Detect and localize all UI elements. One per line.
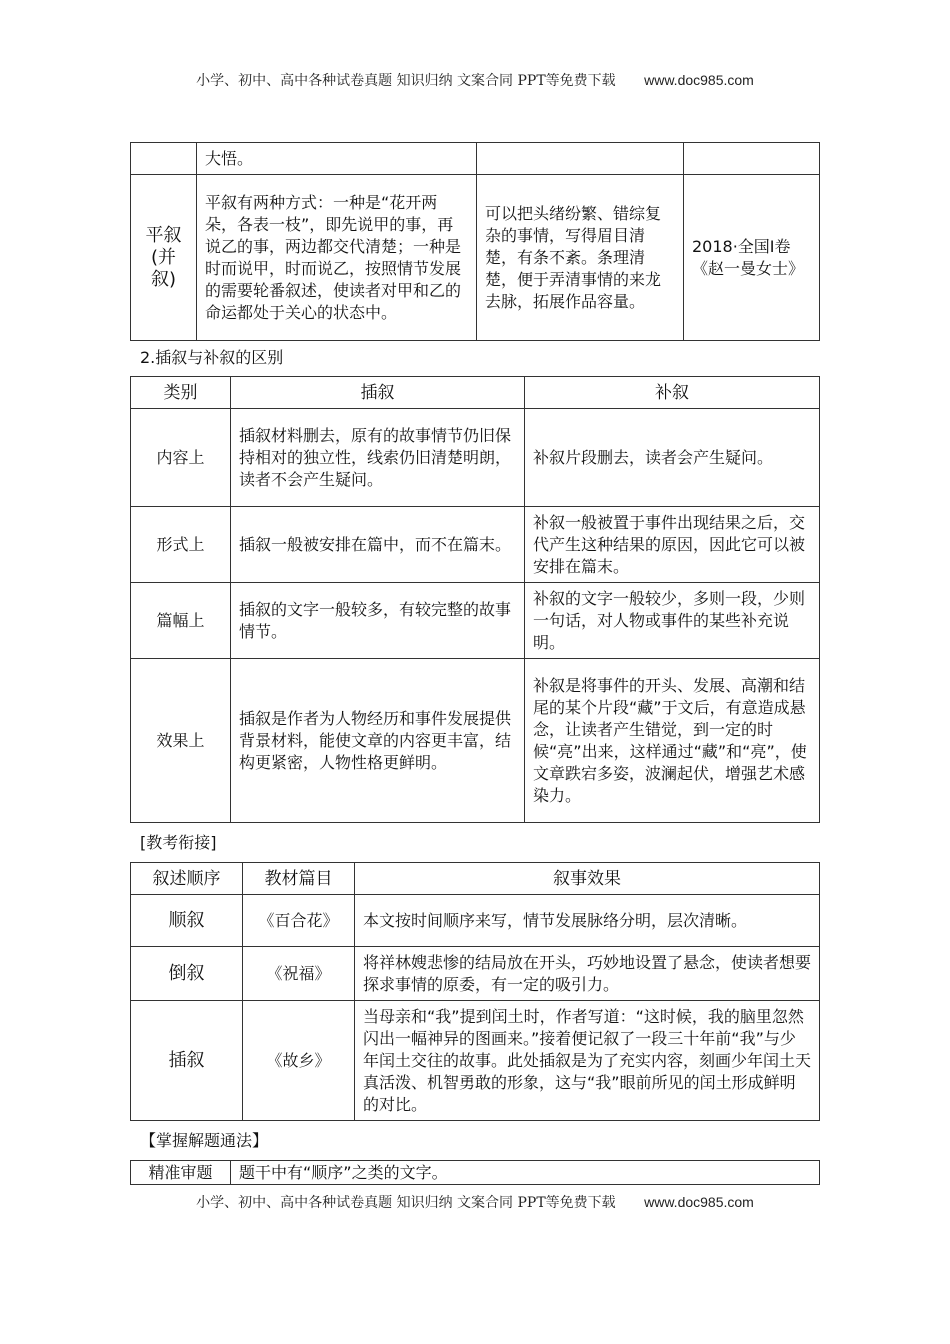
t2-insert: 插叙材料删去，原有的故事情节仍旧保持相对的独立性，线索仍旧清楚明朗，读者不会产生疑问。 — [231, 409, 525, 507]
t3-text: 《故乡》 — [243, 1001, 355, 1121]
t1-r1-c1 — [131, 143, 197, 175]
method-table — [130, 1160, 820, 1185]
section-title-4: 【掌握解题通法】 — [140, 1131, 269, 1150]
t1-label-parallel: 平叙(并叙) — [131, 175, 197, 341]
t2-insert: 插叙一般被安排在篇中，而不在篇末。 — [231, 507, 525, 583]
footer-text: 小学、初中、高中各种试卷真题 知识归纳 文案合同 PPT等免费下载 — [196, 1195, 616, 1211]
t2-cat: 效果上 — [131, 659, 231, 823]
t3-order: 倒叙 — [131, 947, 243, 1001]
t2-supp: 补叙一般被置于事件出现结果之后，交代产生这种结果的原因，因此它可以被安排在篇末。 — [525, 507, 820, 583]
header-site: www.doc985.com — [644, 72, 754, 88]
section-title-2: 2.插叙与补叙的区别 — [140, 348, 284, 367]
header-text: 小学、初中、高中各种试卷真题 知识归纳 文案合同 PPT等免费下载 — [196, 73, 616, 89]
t3-text: 《祝福》 — [243, 947, 355, 1001]
t2-header-category: 类别 — [131, 377, 231, 409]
textbook-narration-table — [130, 862, 820, 1121]
t1-desc-parallel: 平叙有两种方式：一种是“花开两朵，各表一枝”，即先说甲的事，再说乙的事，两边都交代清楚；一种是时而说甲，时而说乙，按照情节发展的需要轮番叙述，使读者对甲和乙的命运都处于关心的状态中。 — [197, 175, 477, 341]
t3-order: 顺叙 — [131, 895, 243, 947]
t4-label: 精准审题 — [131, 1161, 231, 1185]
t1-r1-c3 — [477, 143, 684, 175]
section-title-3: [教考衔接] — [140, 833, 217, 852]
t1-r1-c4 — [684, 143, 820, 175]
t1-r1-c2: 大悟。 — [197, 143, 477, 175]
t3-header-order: 叙述顺序 — [131, 863, 243, 895]
insert-vs-supplement-table — [130, 376, 820, 823]
t3-header-effect: 叙事效果 — [355, 863, 820, 895]
t2-cat: 篇幅上 — [131, 583, 231, 659]
page-header — [0, 70, 950, 90]
t2-header-insert: 插叙 — [231, 377, 525, 409]
t2-supp: 补叙片段删去，读者会产生疑问。 — [525, 409, 820, 507]
t3-effect: 当母亲和“我”提到闰土时，作者写道：“这时候，我的脑里忽然闪出一幅神异的图画来。”接着便记叙了一段三十年前“我”与少年闰土交往的故事。此处插叙是为了充实内容，刻画少年闰土天真活泼、机智勇敢的形象，这与“我”眼前所见的闰土形成鲜明的对比。 — [355, 1001, 820, 1121]
t2-supp: 补叙的文字一般较少，多则一段，少则一句话，对人物或事件的某些补充说明。 — [525, 583, 820, 659]
t2-header-supplement: 补叙 — [525, 377, 820, 409]
page-footer — [0, 1192, 950, 1212]
t3-effect: 将祥林嫂悲惨的结局放在开头，巧妙地设置了悬念，使读者想要探求事情的原委，有一定的吸引力。 — [355, 947, 820, 1001]
t2-cat: 内容上 — [131, 409, 231, 507]
t3-text: 《百合花》 — [243, 895, 355, 947]
t1-example-parallel: 2018·全国Ⅰ卷《赵一曼女士》 — [684, 175, 820, 341]
t4-text: 题干中有“顺序”之类的文字。 — [231, 1161, 820, 1185]
narration-table-continued — [130, 142, 820, 341]
t1-effect-parallel: 可以把头绪纷繁、错综复杂的事情，写得眉目清楚，有条不紊。条理清楚，便于弄清事情的来龙去脉，拓展作品容量。 — [477, 175, 684, 341]
t3-order: 插叙 — [131, 1001, 243, 1121]
t3-header-text: 教材篇目 — [243, 863, 355, 895]
t2-supp: 补叙是将事件的开头、发展、高潮和结尾的某个片段“藏”于文后，有意造成悬念，让读者产生错觉，到一定的时候“亮”出来，这样通过“藏”和“亮”，使文章跌宕多姿，波澜起伏，增强艺术感染力。 — [525, 659, 820, 823]
t2-insert: 插叙是作者为人物经历和事件发展提供背景材料，能使文章的内容更丰富，结构更紧密，人物性格更鲜明。 — [231, 659, 525, 823]
t2-insert: 插叙的文字一般较多，有较完整的故事情节。 — [231, 583, 525, 659]
t2-cat: 形式上 — [131, 507, 231, 583]
footer-site: www.doc985.com — [644, 1194, 754, 1210]
t3-effect: 本文按时间顺序来写，情节发展脉络分明，层次清晰。 — [355, 895, 820, 947]
